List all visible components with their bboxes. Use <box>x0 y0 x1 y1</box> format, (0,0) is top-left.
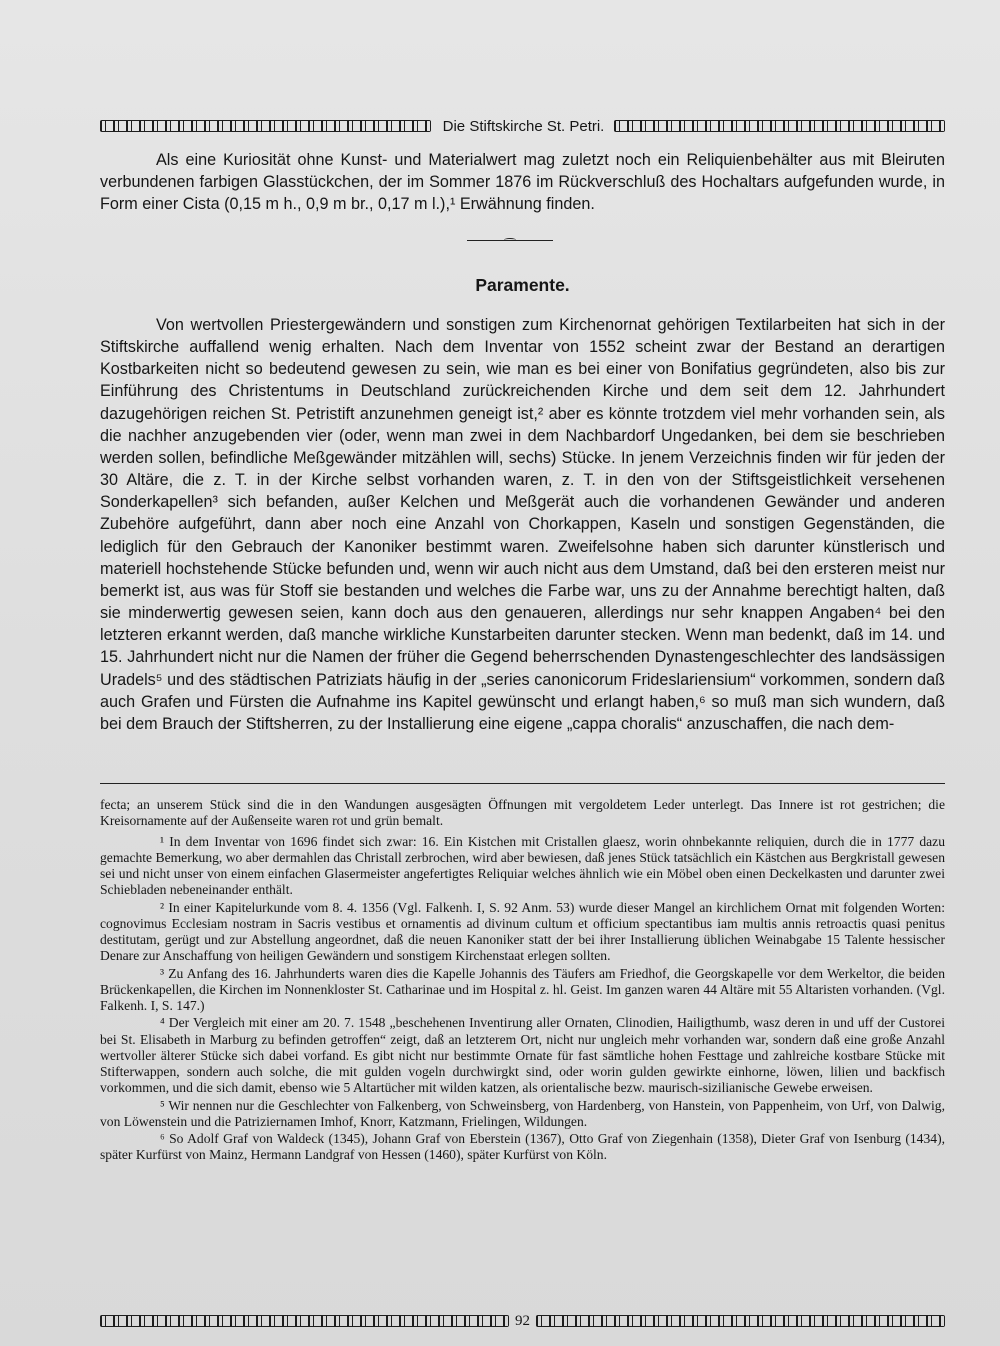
footnote-5: ⁵ Wir nennen nur die Geschlechter von Falkenberg, von Schweinsberg, von Hardenberg, von Hanstein, von Pappenheim, von Urf, von Dalwig, von Löwenstein und die Patriziernamen Imhof, Knorr, Katzmann, Frielingen, Wildungen. <box>100 1097 945 1129</box>
header-ornament-left <box>100 120 431 132</box>
footnote-3: ³ Zu Anfang des 16. Jahrhunderts waren dies die Kapelle Johannis des Täufers am Friedhof, die Georgskapelle vor dem Werkeltor, die beiden Brückenkapellen, die Kirchen im Nonnenkloster St. Catharinae und im Hospital z. hl. Geist. Im ganzen waren 44 Altäre mit 55 Altaristen vorhanden. (Vgl. Falkenh. I, S. 147.) <box>100 965 945 1013</box>
footnote-continuation: fecta; an unserem Stück sind die in den Wandungen ausgesägten Öffnungen mit vergoldetem Leder unterlegt. Das Innere ist rot gestrichen; die Kreisornamente auf der Außenseite waren rot und grün bemalt. <box>100 797 945 829</box>
intro-text <box>100 149 945 215</box>
footnote-1: ¹ In dem Inventar von 1696 findet sich zwar: 16. Ein Kistchen mit Cristallen glaesz, worin ohnbekannte reliquien, durch die in 1777 dazu gemachte Bemerkung, wo aber dermahlen das Christall zerbrochen, wird aber bewiesen, daß jenes Stück tatsächlich ein Kästchen aus Bergkristall gewesen sei und nicht unser von einem einfachen Glasermeister angefertigtes Reliquiar welches ähnlich wie ein Möbel oben einen Deckelkasten und darunter zwei Schiebladen nebeneinander enthält. <box>100 833 945 898</box>
intro-paragraph: Als eine Kuriosität ohne Kunst- und Materialwert mag zuletzt noch ein Reliquienbehälter aus mit Bleiruten verbundenen farbigen Glasstückchen, der im Sommer 1876 im Rückverschluß des Hochaltars aufgefunden wurde, in Form einer Cista (0,15 m h., 0,9 m br., 0,17 m l.),¹ Erwähnung finden. <box>100 151 945 214</box>
footer-ornament-right <box>536 1315 945 1327</box>
page-number: 92 <box>515 1312 530 1329</box>
section-heading: Paramente. <box>475 275 570 295</box>
section-paragraph: Von wertvollen Priestergewändern und sonstigen zum Kirchenornat gehörigen Textilarbeiten hat sich in der Stiftskirche auffallend wenig erhalten. Nach dem Inventar von 1552 scheint zwar der Bestand an derartigen Kostbarkeiten nicht so bedeutend gewesen zu sein, wie man es bei einer von Bonifatius gegründeten, also bis zur Einführung des Christentums in Deutschland zurückreichenden Kirche und dem seit dem 12. Jahrhundert dazugehörigen reichen St. Petristift anzunehmen geneigt ist,² aber es könnte trotzdem viel mehr vorhanden sein, als die nachher anzugebenden vier (oder, wenn man zwei in dem Nachbardorf Ungedanken, bei dem sie beschrieben werden sollen, befindliche Meßgewänder mitzählen will, sechs) Stücke. In jenem Verzeichnis finden wir für jeden der 30 Altäre, die z. T. in der Kirche selbst vorhanden waren, z. T. in den von der Stiftsgeistlichkeit versehenen Sonderkapellen³ sich befanden, außer Kelchen und Meßgerät auch die vorhandenen Gewänder und anderen Zubehöre aufgeführt, dann aber noch eine Anzahl von Chorkappen, Kaseln und sonstigen Gegenständen, die lediglich für den Gebrauch der Kanoniker bestimmt waren. Zweifelsohne haben sich darunter künstlerisch und materiell hochstehende Stücke befunden und, wenn wir auch nicht aus dem Umstand, daß bei den ersteren meist nur bemerkt ist, aus was für Stoff sie bestanden und welches die Farbe war, uns zu der Annahme berechtigt halten, daß sie minderwertig gewesen seien, kann doch aus den genaueren, allerdings nur sehr knappen Angaben⁴ bei den letzteren erkannt werden, daß manche wirkliche Kunstarbeiten darunter stecken. Wenn man bedenkt, daß im 14. und 15. Jahrhundert nicht nur die Namen der früher die Gegend beherrschenden Dynastengeschlechter des landsässigen Uradels⁵ und des städtischen Patriziats häufig in der „series canonicorum Frideslariensium“ vorkommen, sondern daß auch Grafen und Fürsten die Aufnahme ins Kapitel gewünscht und erlangt haben,⁶ so muß man sich wundern, daß bei dem Brauch der Stiftsherren, zu der Installierung eine eigene „cappa choralis“ anzuschaffen, die nach dem- <box>100 316 945 733</box>
section-text <box>100 314 945 735</box>
footer-ornament-left <box>100 1315 509 1327</box>
footnote-4: ⁴ Der Vergleich mit einer am 20. 7. 1548 „beschehenen Inventirung aller Ornaten, Clinodien, Hailigthumb, wasz deren in und uff der Custorei bei St. Elisabeth in Marburg zu befinden getroffen“ zeigt, daß an letzterem Ort, nicht nur ungleich mehr vorhanden war, sondern daß eine große Anzahl wertvoller älterer Stücke sich dabei vorfand. Es gibt nicht nur bestimmte Ornate für fast sämtliche hohen Festtage und zahlreiche kostbare Stücke mit Stifterwappen, sondern auch solche, die mit gulden vogeln durchwirgkt sind, oder worin gulden gewirkte einhorne, löwen, lilien und backfisch vorkommen, und die sich damit, ebenso wie 5 Altartücher mit wilden katzen, als orientalische bezw. maurisch-sizilianische Gewebe erweisen. <box>100 1015 945 1096</box>
footnote-rule <box>100 783 945 784</box>
footnote-2: ² In einer Kapitelurkunde vom 8. 4. 1356 (Vgl. Falkenh. I, S. 92 Anm. 53) wurde dieser Mangel an kirchlichem Ornat mit folgenden Worten: cognovimus Ecclesiam nostram in Sacris vestibus et ornamentis ad divinum cultum et officium spectantibus iam multis annis retroactis quasi penitus destitutam, gerügt und zur Abstellung angeordnet, daß die neuen Kanoniker statt der bei ihrer Installierung üblichen Weinabgabe 15 Talente hessischer Denare zur Anschaffung von heiligen Gewändern und sonstigem Kirchenstaat erlegen sollten. <box>100 899 945 964</box>
header-ornament-right <box>614 120 945 132</box>
section-divider <box>467 240 553 241</box>
running-footer <box>100 1312 945 1330</box>
footnotes <box>100 797 945 1165</box>
header-title: Die Stiftskirche St. Petri. <box>442 117 605 135</box>
footnote-6: ⁶ So Adolf Graf von Waldeck (1345), Johann Graf von Eberstein (1367), Otto Graf von Ziegenhain (1358), Dieter Graf von Isenburg (1434), später Kurfürst von Mainz, Hermann Landgraf von Hessen (1460), später Kurfürst von Köln. <box>100 1131 945 1163</box>
running-header <box>100 116 945 136</box>
